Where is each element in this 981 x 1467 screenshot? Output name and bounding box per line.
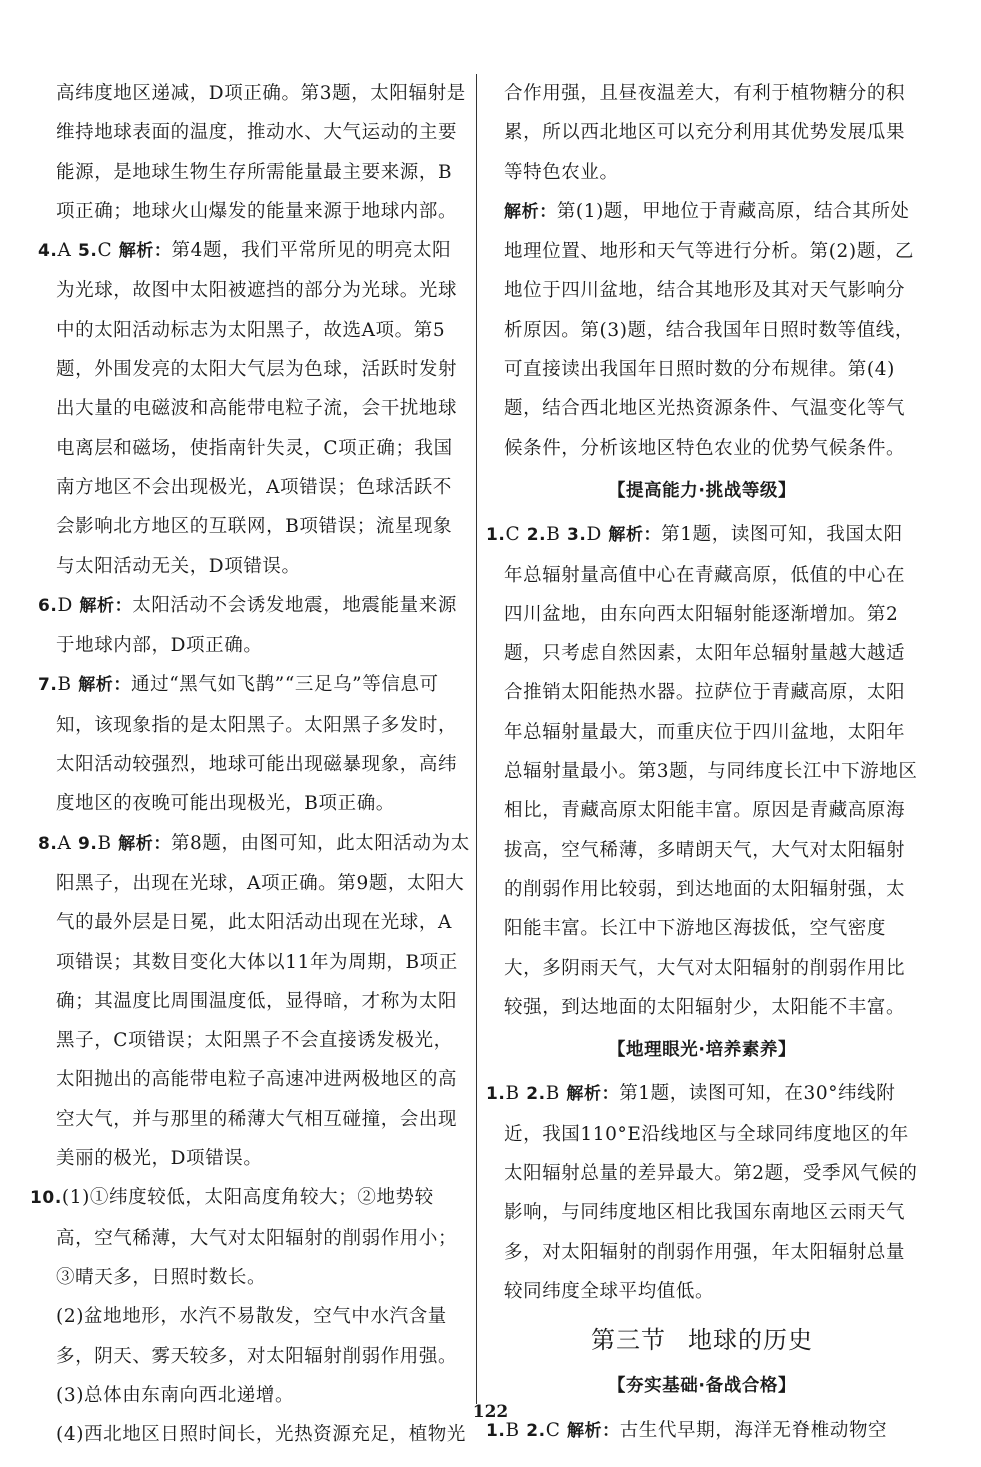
answer-10-part4: (4)西北地区日照时间长，光热资源充足，植物光 [56,1424,467,1446]
answer-choice: B [505,1083,520,1105]
explanation-text: 第1题，读图可知，我国太阳年总辐射量高值中心在青藏高原，低值的中心在四川盆地，由东向西太阳辐射能逐渐增加。第2题，只考虑自然因素，太阳年总辐射量越大越适合推销太阳能热水器。拉萨位于青藏高原，太阳年总辐射量最大，而重庆位于四川盆地，太阳年总辐射量最小。第3题，与同纬度长江中下游地区相比，青藏高原太阳能丰富。原因是青藏高原海拔高，空气稀薄，多晴朗天气，大气对太阳辐射的削弱作用比较弱，到达地面的太阳辐射强，太阳能丰富。长江中下游地区海拔低，空气密度大，多阴雨天气，大气对太阳辐射的削弱作用比较强，到达地面的太阳辐射少，太阳能不丰富。 [504,524,918,1018]
question-number: 3. [566,525,587,546]
question-number: 9. [77,833,98,854]
explanation-label: 解析： [566,1420,620,1441]
explanation-text: 第4题，我们平常所见的明亮太阳为光球，故图中太阳被遮挡的部分为光球。光球中的太阳活动标志为太阳黑子，故选A项。第5题，外围发亮的太阳大气层为色球，活跃时发射出大量的电磁波和高能带电粒子流，会干扰地球电离层和磁场，使指南针失灵，C项正确；我国南方地区不会出现极光，A项错误；色球活跃不会影响北方地区的互联网，B项错误；流星现象与太阳活动无关，D项错误。 [56,240,458,577]
explanation-label: 解析： [504,201,557,222]
question-number: 1. [486,525,506,546]
section-heading-basic: 【夯实基础·备战合格】 [607,1376,797,1397]
answer-choice: B [545,1083,560,1105]
chapter-number: 第三节 [591,1326,666,1355]
answer-choice: C [97,240,113,262]
question-number: 2. [526,525,547,546]
explanation-label: 解析： [78,675,131,696]
answer-choice: B [546,524,561,546]
question-number: 5. [77,241,98,262]
question-number: 10. [30,1188,62,1209]
answer-choice: A [57,832,72,854]
answer-8-9 [38,824,470,1179]
explanation-10 [486,192,918,468]
answer-10-part1 [30,1178,470,1297]
question-number: 4. [38,241,58,262]
answer-4-5 [38,231,470,586]
answer-choice: A [57,240,72,262]
continued-paragraph: 高纬度地区递减，D项正确。第3题，太阳辐射是维持地球表面的温度，推动水、大气运动的主要能源，是地球生物生存所需能量最主要来源，B项正确；地球火山爆发的能量来源于地球内部。 [56,83,466,222]
answer-choice: B [505,1419,520,1441]
section-heading-advanced: 【提高能力·挑战等级】 [607,480,797,501]
question-number: 1. [486,1084,506,1105]
right-column [486,74,918,1451]
question-number: 6. [38,595,58,616]
question-number: 2. [526,1084,546,1105]
answer-choice: B [57,674,72,696]
explanation-text: 第1题，读图可知，在30°纬线附近，我国110°E沿线地区与全球同纬度地区的年太阳辐射总量的差异最大。第2题，受季风气候的影响，与同纬度地区相比我国东南地区云雨天气多，对太阳辐射的削弱作用强，年太阳辐射总量较同纬度全球平均值低。 [504,1083,918,1302]
explanation-label: 解析： [608,525,662,546]
question-number: 7. [38,675,58,696]
question-number: 1. [486,1420,506,1441]
explanation-text: 古生代早期，海洋无脊椎动物空 [619,1419,888,1441]
explanation-text: 通过“黑气如飞鹊”“三足乌”等信息可知，该现象指的是太阳黑子。太阳黑子多发时，太阳活动较强烈，地球可能出现磁暴现象，高纬度地区的夜晚可能出现极光，B项正确。 [56,674,458,815]
answer-10-part3: (3)总体由东南向西北递增。 [56,1384,295,1406]
answer-choice: B [97,832,112,854]
explanation-text: 太阳活动不会诱发地震，地震能量来源于地球内部，D项正确。 [56,594,457,657]
explanation-label: 解析： [118,833,171,854]
explanation-text: 第8题，由图可知，此太阳活动为太阳黑子，出现在光球，A项正确。第9题，太阳大气的最外层是日冕，此太阳活动出现在光球，A项错误；其数目变化大体以11年为周期，B项正确；其温度比周围温度低，显得暗，才称为太阳黑子，C项错误；太阳黑子不会直接诱发极光，太阳抛出的高能带电粒子高速冲进两极地区的高空大气，并与那里的稀薄大气相互碰撞，会出现美丽的极光，D项错误。 [56,832,470,1170]
explanation-label: 解析： [79,595,133,616]
question-number: 2. [526,1420,546,1441]
answer-choice: D [586,524,602,546]
column-divider [476,74,477,1404]
continued-paragraph: 合作用强，且昼夜温差大，有利于植物糖分的积累，所以西北地区可以充分利用其优势发展瓜果等特色农业。 [504,83,906,183]
answer-6 [38,586,470,666]
answer-text: (1)①纬度较低，太阳高度角较大；②地势较高，空气稀薄，大气对太阳辐射的削弱作用小；③晴天多，日照时数长。 [56,1187,458,1288]
explanation-label: 解析： [566,1084,620,1105]
answer-choice: D [57,594,73,616]
answer-choice: C [545,1419,561,1441]
left-column [30,74,470,1454]
explanation-text: 第(1)题，甲地位于青藏高原，结合其所处地理位置、地形和天气等进行分析。第(2)题，乙地位于四川盆地，结合其地形及其对天气影响分析原因。第(3)题，结合我国年日照时数等值线，可直接读出我国年日照时数的分布规律。第(4)题，结合西北地区光热资源条件、气温变化等气候条件，分析该地区特色农业的优势气候条件。 [504,200,915,459]
answer-10-part2: (2)盆地地形，水汽不易散发，空气中水汽含量多，阴天、雾天较多，对太阳辐射削弱作用强。 [56,1306,458,1367]
chapter-name: 地球的历史 [688,1326,813,1355]
answer-7 [38,665,470,823]
chapter-title [486,1317,918,1363]
section-heading-literacy: 【地理眼光·培养素养】 [607,1040,797,1061]
question-number: 8. [38,833,58,854]
explanation-label: 解析： [118,241,172,262]
answer-literacy-1-2 [486,1074,918,1311]
answer-advanced-1-3 [486,515,918,1027]
answer-choice: C [505,524,521,546]
page-number: 122 [472,1402,509,1422]
